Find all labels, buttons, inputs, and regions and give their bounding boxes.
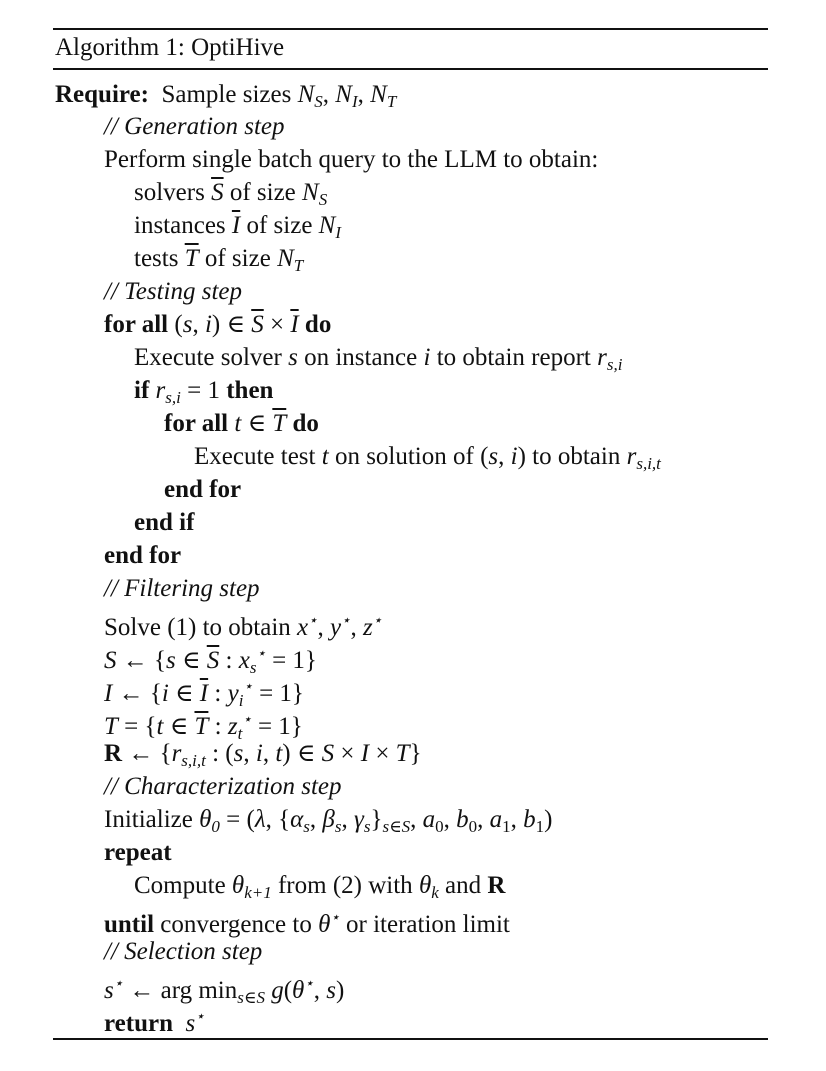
line-text: end for <box>104 542 182 569</box>
line-text: instances $\overline{I}$ of size $N_I$ <box>134 212 342 242</box>
line-text: solvers $\overline{S}$ of size $N_S$ <box>134 179 328 209</box>
line-text: // Generation step <box>104 113 285 140</box>
line-text: Perform single batch query to the LLM to obtain: <box>104 146 599 173</box>
line-text: T = {t ∈ $\overline{T}$ : $z_t^⋆ = 1$} <box>104 712 303 743</box>
line-text: S ← {s ∈ $\overline{S}$ : $x_s^⋆ = 1$} <box>104 646 317 677</box>
line-text: end for <box>164 476 242 503</box>
line-text: return s⋆ <box>104 1009 205 1037</box>
require-label: Require: <box>55 81 149 108</box>
line-text: // Filtering step <box>104 575 260 602</box>
line-text: Execute solver s on instance i to obtain report $r_{s,i}$ <box>134 344 623 374</box>
line-text: for all t ∈ $\overline{T}$ do <box>164 410 319 437</box>
line-text: R ← {$r_{s,i,t}$ : (s, i, t) ∈ S × I × T} <box>104 740 422 770</box>
line-text: // Testing step <box>104 278 242 305</box>
line-text: I ← {i ∈ $\overline{I}$ : $y_i^⋆ = 1$} <box>104 679 304 710</box>
algorithm-title: Algorithm 1: OptiHive <box>55 34 285 61</box>
line-text: Initialize $\theta_0 = (\lambda$, {$\alpha_s$, $\beta_s$, $\gamma_s\}_{s\in S}$, $a_0$, $b_0$, $a_1$, $b_1$) <box>104 806 553 836</box>
line-text: Solve (1) to obtain x⋆, y⋆, z⋆ <box>104 613 383 641</box>
line-text: Compute $\theta_{k+1}$ from (2) with $\theta_k$ and R <box>134 872 506 902</box>
line-text: s⋆ ← arg $\min_{s\in S} g(\theta^⋆$, s) <box>104 976 345 1007</box>
line-text: // Characterization step <box>104 773 342 800</box>
bottom-rule <box>53 1038 768 1040</box>
line-text: tests $\overline{T}$ of size $N_T$ <box>134 245 304 275</box>
line-text: until convergence to θ⋆ or iteration limit <box>104 910 510 938</box>
line-text: Execute test t on solution of (s, i) to obtain $r_{s,i,t}$ <box>194 443 661 473</box>
require-text: Sample sizes $N_S$, $N_I$, $N_T$ <box>155 81 397 111</box>
line-text: if $r_{s,i} = 1$ then <box>134 377 274 407</box>
line-text: repeat <box>104 839 172 866</box>
title-rule <box>53 68 768 70</box>
top-rule <box>53 28 768 30</box>
line-text: for all (s, i) ∈ $\overline{S} \times \overline{I}$ do <box>104 311 332 338</box>
line-text: // Selection step <box>104 938 263 965</box>
line-text: end if <box>134 509 195 536</box>
